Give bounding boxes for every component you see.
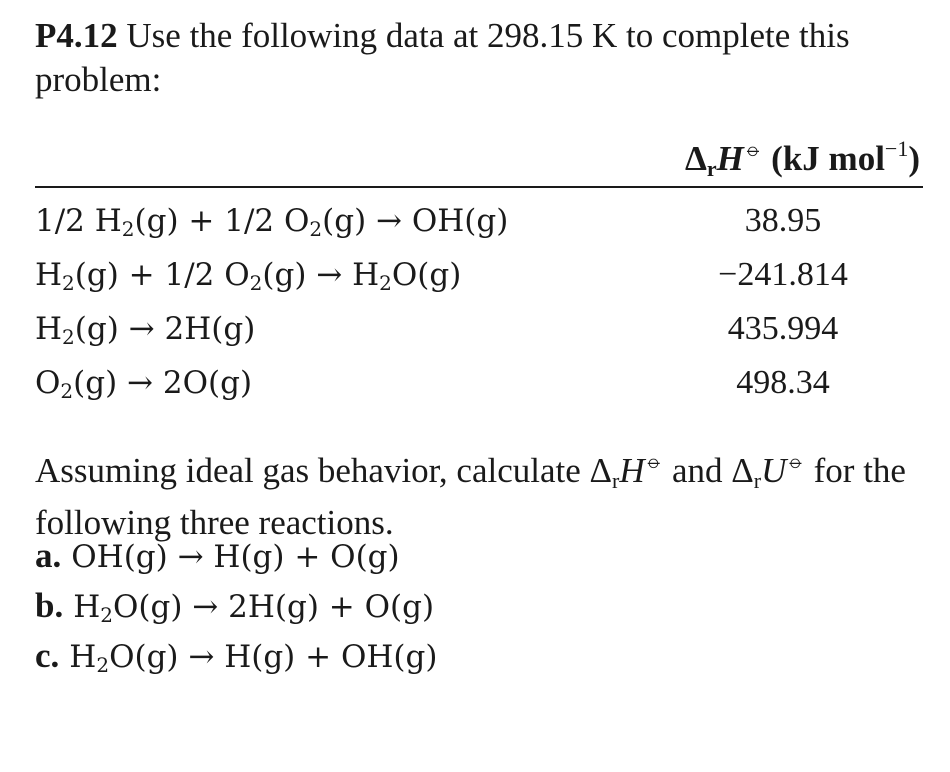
choice-letter: b. bbox=[35, 586, 64, 625]
formula-text: (g) + 1/2 O bbox=[134, 203, 310, 239]
choice-equation bbox=[71, 532, 399, 582]
subscript: 2 bbox=[309, 217, 323, 241]
enthalpy-value: 498.34 bbox=[736, 364, 830, 401]
formula-text: 1/2 H bbox=[35, 203, 122, 239]
formula-text: OH(g) → H(g) + O(g) bbox=[71, 539, 400, 575]
subscript: 2 bbox=[96, 653, 110, 677]
formula-text: O(g) → H(g) + OH(g) bbox=[109, 639, 438, 675]
subscript: 2 bbox=[60, 379, 74, 403]
table-row bbox=[35, 302, 923, 356]
formula-text: O(g) bbox=[391, 257, 462, 293]
enthalpy-value: −241.814 bbox=[718, 256, 848, 293]
units-label: (kJ mol bbox=[762, 139, 885, 178]
formula-text: (g) → 2H(g) bbox=[74, 311, 256, 347]
reaction-equation bbox=[35, 302, 255, 364]
choice-item bbox=[35, 581, 434, 631]
subscript: 2 bbox=[249, 271, 263, 295]
reaction-equation bbox=[35, 356, 252, 418]
table-rule bbox=[35, 186, 923, 188]
choice-item bbox=[35, 531, 400, 581]
formula-text: H bbox=[35, 257, 63, 293]
formula-text: H bbox=[73, 589, 101, 625]
reaction-equation bbox=[35, 194, 508, 256]
problem-number: P4.12 bbox=[35, 16, 118, 55]
question-text: Assuming ideal gas behavior, calculate $\Delta_rH^⦵$ and $\Delta_rU^⦵$ for the following three reactions. bbox=[35, 448, 906, 542]
units-exponent: −1 bbox=[884, 136, 909, 161]
enthalpy-symbol: H bbox=[716, 139, 744, 178]
formula-text: (g) → H bbox=[262, 257, 380, 293]
choice-item bbox=[35, 631, 437, 681]
formula-text: (g) + 1/2 O bbox=[74, 257, 250, 293]
units-close: ) bbox=[908, 139, 920, 178]
subscript: 2 bbox=[121, 217, 135, 241]
table-row bbox=[35, 248, 923, 302]
enthalpy-value: 435.994 bbox=[727, 310, 839, 347]
choice-letter: c. bbox=[35, 636, 60, 675]
standard-state-symbol: ⦵ bbox=[743, 136, 763, 161]
choice-letter: a. bbox=[35, 536, 62, 575]
problem-intro-text: Use the following data at 298.15 K to complete this problem: bbox=[35, 16, 850, 99]
choice-equation bbox=[69, 632, 437, 690]
reaction-subscript: r bbox=[706, 156, 717, 181]
formula-text: O(g) → 2H(g) + O(g) bbox=[113, 589, 435, 625]
subscript: 2 bbox=[100, 603, 113, 627]
delta-symbol: Δ bbox=[684, 139, 707, 178]
problem-statement bbox=[35, 14, 915, 102]
subscript: 2 bbox=[62, 271, 75, 295]
table-row bbox=[35, 194, 923, 248]
subscript: 2 bbox=[379, 271, 392, 295]
formula-text: (g) → OH(g) bbox=[322, 203, 509, 239]
formula-text: H bbox=[69, 639, 97, 675]
enthalpy-column-header bbox=[685, 136, 920, 182]
formula-text: O bbox=[35, 365, 61, 401]
formula-text: (g) → 2O(g) bbox=[73, 365, 253, 401]
table-row bbox=[35, 356, 923, 410]
enthalpy-value: 38.95 bbox=[744, 202, 822, 239]
subscript: 2 bbox=[62, 325, 75, 349]
reaction-equation bbox=[35, 248, 461, 310]
formula-text: H bbox=[35, 311, 63, 347]
